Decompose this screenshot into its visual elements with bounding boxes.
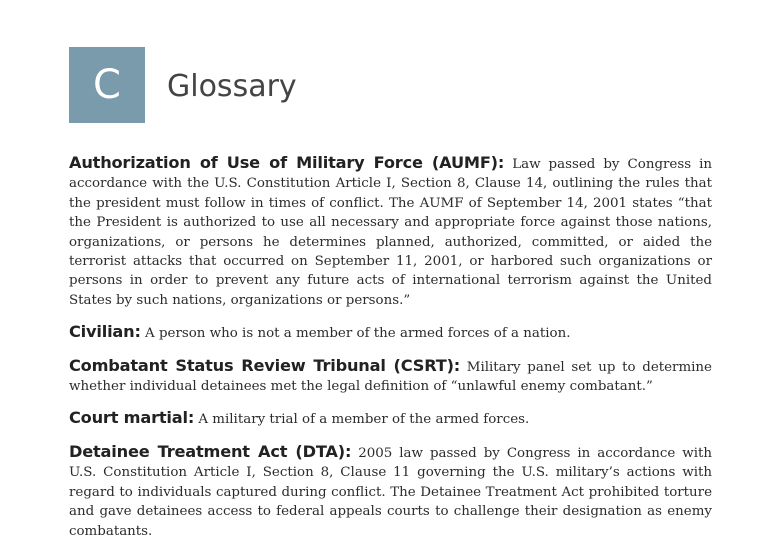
glossary-definition: 2005 law passed by Congress in accordance with U.S. Constitution Article I, Section 8, Clause 11 governing the U.S. military’s actions with regard to individuals captured during conflict. The Detainee Treatment Act prohibited torture and gave detainees access to federal appeals courts to challenge their designation as enemy combatants. [69,445,712,539]
glossary-definition: Law passed by Congress in accordance with the U.S. Constitution Article I, Section 8, Clause 14, outlining the rules that the president must follow in times of conflict. The AUMF of September 14, 2001 states “that the President is authorized to use all necessary and appropriate force against those nations, organizations, or persons he determines planned, authorized, committed, or aided the terrorist attacks that occurred on September 11, 2001, or harbored such organizations or persons in order to prevent any future acts of international terrorism against the United States by such nations, organizations or persons.” [69,157,713,308]
glossary-definition: A person who is not a member of the armed forces of a nation. [145,326,571,342]
glossary-entry-civilian [69,322,712,343]
chapter-letter: C [93,62,121,108]
glossary-entry-csrt [69,356,712,397]
glossary-entry-dta [69,442,712,541]
glossary-term: Civilian: [69,322,141,342]
glossary-term: Court martial: [69,408,195,428]
glossary-term: Detainee Treatment Act (DTA): [69,441,352,461]
chapter-badge [69,47,145,123]
glossary-entry-court-martial [69,408,712,429]
glossary-term: Authorization of Use of Military Force (AUMF): [69,153,505,172]
page-title: Glossary [167,69,297,104]
glossary-term: Combatant Status Review Tribunal (CSRT): [69,355,461,375]
glossary-list [69,153,712,553]
glossary-definition: A military trial of a member of the armed forces. [198,412,530,428]
glossary-entry-aumf [69,153,712,310]
glossary-definition: Military panel set up to determine whether individual detainees met the legal definition of “unlawful enemy combatant.” [69,359,712,395]
